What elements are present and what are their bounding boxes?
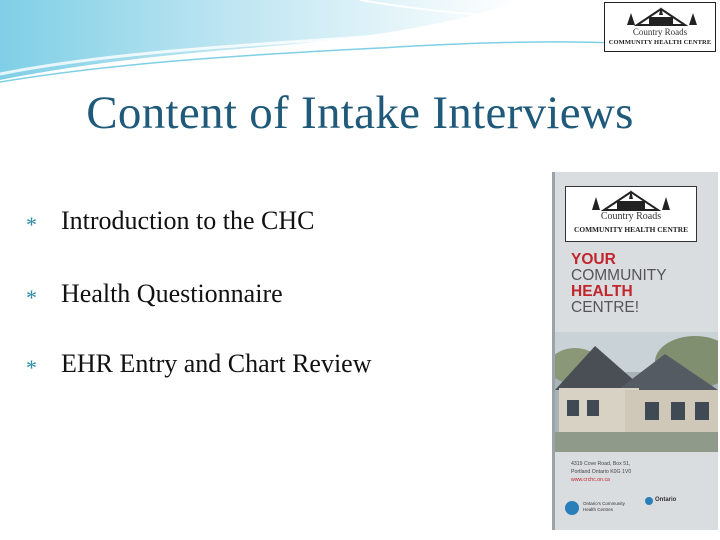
brochure-logo-line-1: Country Roads: [600, 211, 662, 222]
partner-1-line: Ontario's Community: [583, 501, 625, 506]
partner-1-line: Health Centres: [583, 507, 614, 512]
slide-title: Content of Intake Interviews: [86, 87, 634, 139]
headline-line: COMMUNITY: [571, 267, 667, 284]
bullet-marker: *: [26, 212, 37, 237]
bullet-marker: *: [26, 285, 37, 310]
partner-2-text: Ontario: [655, 497, 677, 503]
bullet-text: EHR Entry and Chart Review: [61, 349, 372, 378]
logo-line-1: Country Roads: [632, 27, 688, 37]
headline-line: YOUR: [571, 251, 616, 268]
headline-line: HEALTH: [571, 283, 633, 300]
health-centre-building-photo: [555, 332, 718, 452]
house-trees-icon: [566, 187, 696, 213]
house-trees-icon: [605, 3, 717, 29]
brochure-logo-line-2: COMMUNITY HEALTH CENTRE: [573, 225, 689, 234]
address-line-2: Portland Ontario K0G 1V0: [571, 469, 632, 475]
website-text: www.crchc.on.ca: [571, 477, 610, 483]
country-roads-logo: [604, 2, 716, 52]
logo-line-2: COMMUNITY HEALTH CENTRE: [608, 39, 712, 46]
partner-logos: [561, 495, 717, 525]
brochure-headline: [571, 252, 667, 316]
brochure-image: [552, 172, 718, 530]
address-line-1: 4319 Cove Road, Box 51,: [571, 461, 631, 467]
partner-1-text: [583, 501, 625, 513]
brochure-logo: [565, 186, 697, 242]
bullet-marker: *: [26, 355, 37, 380]
ontario-trillium-icon: [645, 497, 653, 505]
headline-line: CENTRE!: [571, 299, 640, 316]
community-health-centres-icon: [565, 501, 579, 515]
brochure-address: [571, 460, 631, 484]
bullet-text: Health Questionnaire: [61, 279, 283, 308]
bullet-text: Introduction to the CHC: [61, 206, 315, 235]
